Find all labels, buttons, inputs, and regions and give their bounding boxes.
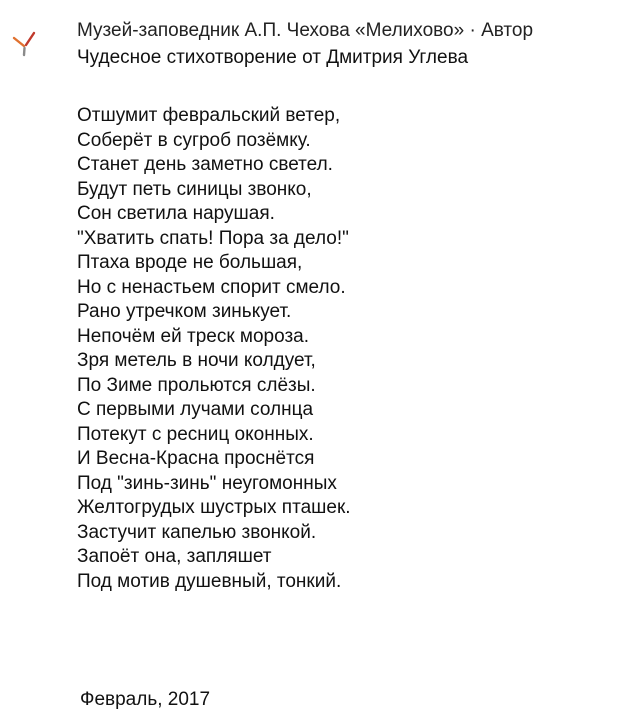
author-role-badge: Автор [481, 20, 534, 41]
author-line [77, 19, 607, 43]
avatar[interactable] [6, 24, 46, 64]
poem-line: Сон светила нарушая. [77, 203, 275, 224]
poem-date: Февраль, 2017 [80, 689, 211, 710]
poem-line: Застучит капелью звонкой. [77, 521, 317, 543]
poem-line: С первыми лучами солнца [77, 399, 314, 420]
poem-line: По Зиме прольются слёзы. [77, 374, 316, 396]
poem-line: Рано утречком зинькует. [77, 301, 292, 322]
poem-line: "Хватить спать! Пора за дело!" [77, 227, 349, 249]
poem-line: Но с ненастьем спорит смело. [77, 276, 346, 298]
author-name[interactable]: Музей-заповедник А.П. Чехова «Мелихово» [77, 20, 465, 41]
poem-line: Птаха вроде не большая, [77, 252, 303, 273]
poem-line: Будут петь синицы звонко, [77, 178, 312, 200]
post-subtitle: Чудесное стихотворение от Дмитрия Углева [77, 47, 469, 68]
poem-line: И Весна-Красна проснётся [77, 448, 315, 469]
poem-line: Под "зинь-зинь" неугомонных [77, 472, 337, 494]
museum-logo-icon [6, 24, 46, 64]
poem-line: Желтогрудых шустрых пташек. [77, 497, 351, 518]
post-header [77, 19, 607, 70]
author-separator: · [464, 20, 482, 41]
poem-line: Потекут с ресниц оконных. [77, 423, 314, 445]
poem-line: Зря метель в ночи колдует, [77, 350, 316, 371]
poem-line: Запоёт она, запляшет [77, 546, 272, 567]
poem-line: Станет день заметно светел. [77, 154, 333, 175]
poem-line: Под мотив душевный, тонкий. [77, 570, 342, 592]
poem-text [77, 104, 351, 594]
poem-line: Отшумит февральский ветер, [77, 105, 341, 126]
poem-line: Непочём ей треск мороза. [77, 325, 310, 347]
poem-line: Соберёт в сугроб позёмку. [77, 129, 311, 151]
